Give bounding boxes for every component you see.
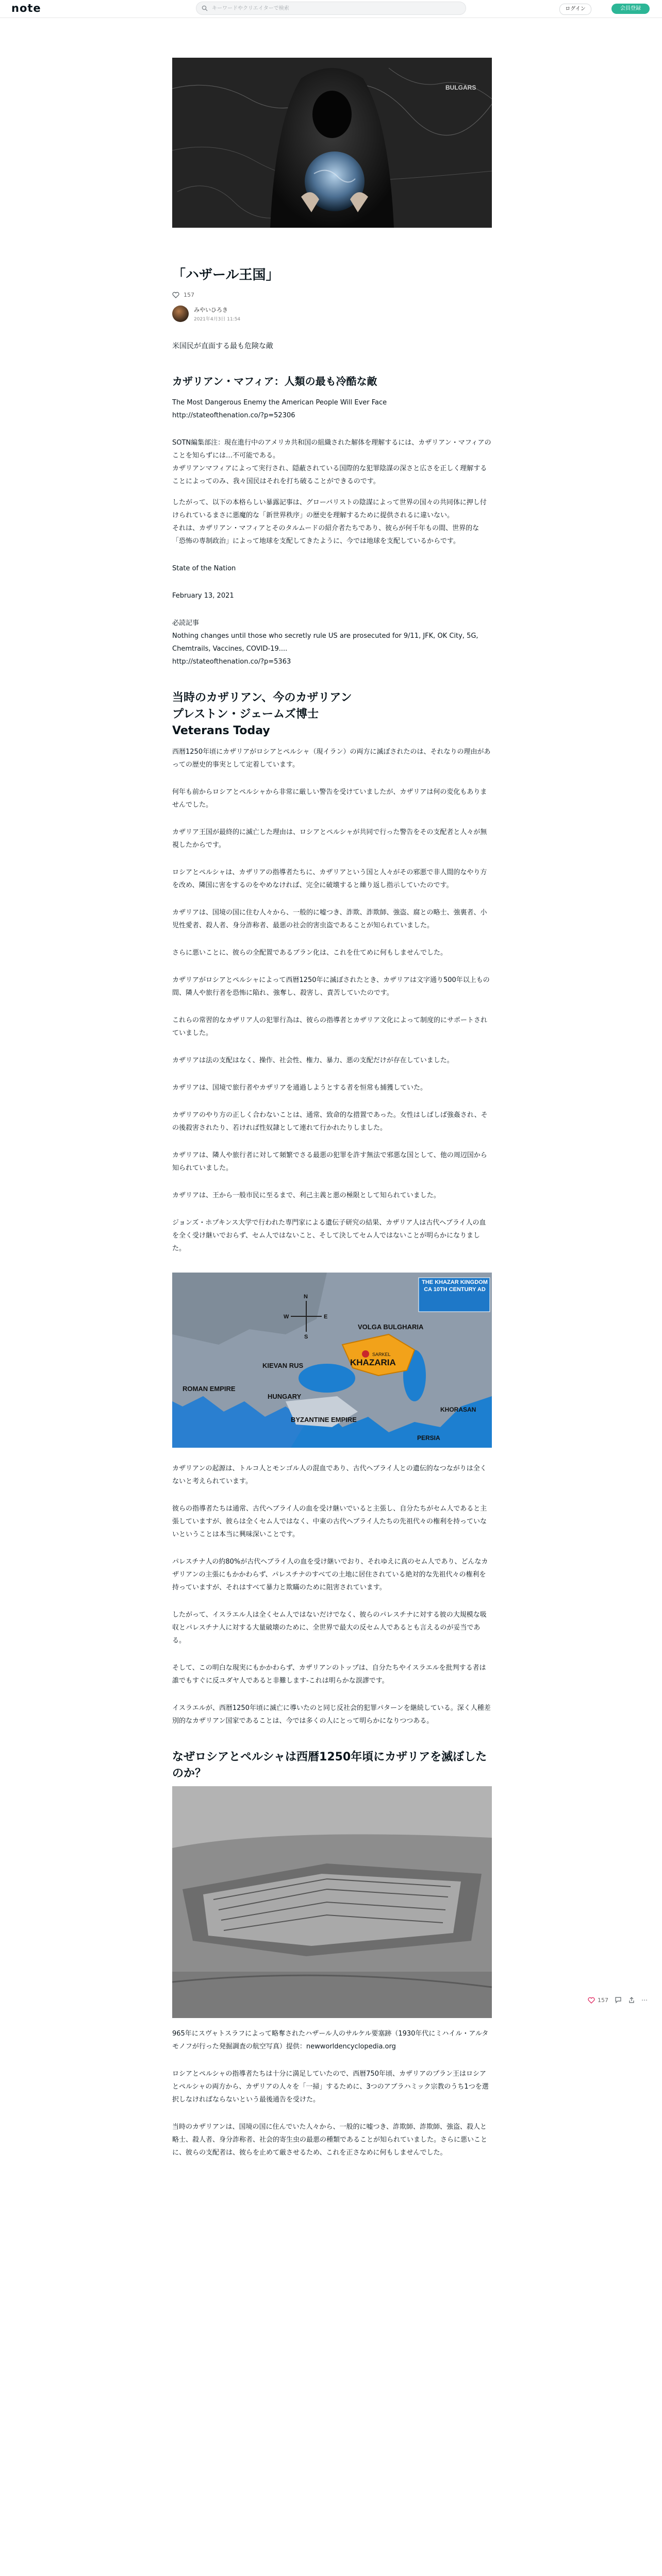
paragraph: パレスチナ人の約80%が古代ヘブライ人の血を受け継いでおり、それゆえに真のセム人であり、どんなカザリアンの主張にもかかわらず、パレスチナのすべての土地に居住されている絶対的な先祖代々の権利を持っていますが、それはすべて暴力と欺瞞のために阻害されています。 [172,1558,488,1591]
paragraph: そして、この明白な現実にもかかわらず、カザリアンのトップは、自分たちやイスラエルを批判する者は誰でもすぐに反ユダヤ人であると非難します-これは明らかな誤謬です。 [172,1664,486,1685]
section3-paragraphs [172,1462,492,1727]
like-count: 157 [184,292,194,298]
hero-image [172,58,492,228]
date-line: February 13, 2021 [172,592,234,600]
paragraph: カザリアのやり方の正しく合わないことは、通常、致命的な措置であった。女性はしばしば強姦され、その後殺害されたり、若ければ性奴隷として連れて行かれたりしました。 [172,1111,488,1132]
map-label: KHORASAN [440,1406,476,1413]
comment-icon[interactable] [615,1996,622,2004]
compass-e: E [324,1314,328,1320]
map-label: ROMAN EMPIRE [183,1385,236,1393]
source-link[interactable]: http://stateofthenation.co/?p=52306 [172,412,295,419]
compass-n: N [304,1294,308,1300]
must-read-label: 必読記事 [172,619,200,627]
section2-paragraphs [172,745,492,1255]
search-box[interactable] [196,2,466,15]
heart-icon[interactable] [172,292,179,298]
author-row[interactable] [172,306,492,322]
paragraph: SOTN編集部注：現在進行中のアメリカ共和国の組織された解体を理解するには、カザリアン・マフィアのことを知らずには…不可能である。 [172,439,491,460]
article-subtitle: 米国民が直面する最も危険な敵 [172,342,273,350]
publish-date: 2021年4月3日 11:54 [194,317,241,322]
paragraph: カザリアは法の支配はなく、操作、社会性、権力、暴力、悪の支配だけが存在していました。 [172,1057,454,1064]
article-title: 「ハザール王国」 [172,267,279,283]
paragraph: それは、カザリアン・マフィアとそのタルムードの紹介者たちであり、彼らが何千年もの間、世界的な「恐怖の専制政治」によって地球を支配してきたように、今では地球を支配しているからです。 [172,524,479,545]
paragraph: カザリアは、国境の国に住む人々から、一般的に嘘つき、詐欺、詐欺師、強盗、腐との略士、強裏者、小児性愛者、殺人者、身分詐称者、最悪の社会的害虫盗であることが知られていました。 [172,909,487,929]
search-icon [202,5,208,11]
section-heading: 当時のカザリアン、今のカザリアン [172,691,352,704]
side-like-count: 157 [598,1996,608,2004]
paragraph: イスラエルが、西暦1250年頃に滅亡に導いたのと同じ反社会的犯罪パターンを継続している。深く人種差別的なカザリアン国家であることは、今では多くの人にとって明らかになりつつある。 [172,1704,491,1725]
paragraph: 何年も前からロシアとペルシャから非常に厳しい警告を受けていましたが、カザリアは何の変化もありませんでした。 [172,788,487,809]
khazar-map-image [172,1273,492,1448]
paragraph: カザリアンの起源は、トルコ人とモンゴル人の混血であり、古代ヘブライ人との遺伝的なつながりは全くないと考えられています。 [172,1465,487,1485]
map-label: PERSIA [417,1434,440,1442]
side-like-button[interactable] [588,1997,608,2004]
paragraph: カザリアがロシアとペルシャによって西暦1250年に滅ぼされたとき、カザリアは文字通り500年以上もの間、隣人や旅行者を恐怖に陥れ、強奪し、殺害し、責苦していたのです。 [172,976,490,997]
paragraph: ジョンズ・ホプキンス大学で行われた専門家による遺伝子研究の結果、カザリア人は古代ヘブライ人の血を全く受け継いでおらず、セム人ではないこと、そして決してセム人ではないことが明らかになりました。 [172,1219,486,1252]
compass-w: W [284,1314,289,1320]
search-input[interactable] [211,5,460,12]
top-navbar [0,0,662,18]
paragraph: したがって、以下の本格らしい暴露記事は、グローバリストの陰謀によって世界の国々の共同体に押し付けられているまさに悪魔的な「新世界秩序」の歴史を理解するために提供されるに違いない。 [172,499,487,519]
section-heading: カザリアン・マフィア：人類の最も冷酷な敵 [172,375,377,387]
paragraph: 彼らの指導者たちは通常、古代ヘブライ人の血を受け継いでいると主張し、自分たちがセム人であると主張していますが、彼らは全くセム人ではなく、中東の古代ヘブライ人たちの先祖代々の権利を持っていないということは本当に興味深いことです。 [172,1505,487,1538]
section-heading: なぜロシアとペルシャは西暦1250年頃にカザリアを滅ぼしたのか？ [172,1751,487,1780]
heart-icon [588,1997,595,2004]
paragraph: カザリアは、隣人や旅行者に対して頻繁でさる最悪の犯罪を許す無法で邪悪な国として、他の周辺国から知られていました。 [172,1151,487,1172]
share-icon[interactable] [628,1996,635,2004]
map-label: SARKEL [372,1352,391,1357]
svg-text:BULGARS: BULGARS [445,84,476,91]
photo-caption: 965年にスヴャトスラフによって略奪されたハザール人のサルケル要塞跡（1930年代にミハイル・アルタモノフが行った発掘調査の航空写真）提供：newworldencyclopedia.org [172,2030,489,2050]
map-label: BYZANTINE EMPIRE [291,1416,357,1423]
section-heading: プレストン・ジェームズ博士 [172,708,319,721]
map-label: KHAZARIA [350,1358,396,1367]
article [172,58,492,2159]
map-label: VOLGA BULGHARIA [358,1323,424,1331]
paragraph: 当時のカザリアンは、国境の国に住んでいた人々から、一般的に嘘つき、詐欺師、詐欺師、強盗、殺人と略士、殺人者、身分詐称者、社会的寄生虫の最悪の種類であることが知られていました。さらに悪いことに、彼らの支配者は、彼らを止めて厳させるため、これを正さなめに何もしませんでした。 [172,2123,488,2157]
author-name[interactable]: みやいひろき [194,307,228,313]
section-heading: Veterans Today [172,724,270,737]
like-row [172,292,492,298]
paragraph: Nothing changes until those who secretly rule US are prosecuted for 9/11, JFK, OK City, 5G, Chemtrails, Vaccines, COVID-19.... [172,632,478,653]
paragraph: カザリアンマフィアによって実行され、隠蔽されている国際的な犯罪陰謀の深さと広さを正しく理解することによってのみ、我々国民はそれを打ち破ることができるのです。 [172,465,487,485]
source-link[interactable]: http://stateofthenation.co/?p=5363 [172,658,291,666]
login-button[interactable]: ログイン [559,4,591,15]
more-menu-icon[interactable]: ⋯ [641,1996,648,2004]
english-title: The Most Dangerous Enemy the American People Will Ever Face [172,399,387,406]
paragraph: カザリアは、国境で旅行者やカザリアを通過しようとする者を恒常も捕獲していた。 [172,1084,427,1092]
paragraph: したがって、イスラエル人は全くセム人ではないだけでなく、彼らのパレスチナに対する彼の大規模な吸収とパレスチナ人に対する大量破壊のために、全世界で最大の反セム人であるとも言えるのが妥当である。 [172,1611,487,1645]
signup-button[interactable]: 会員登録 [611,4,650,14]
map-title-label: THE KHAZAR KINGDOM CA 10TH CENTURY AD [422,1279,488,1293]
aerial-photo [172,1786,492,2018]
paragraph: ロシアとペルシャは、カザリアの指導者たちに、カザリアという国と人々がその邪悪で非人間的なやり方を改め、隣国に害をするのをやめなければ、完全に破壊すると繰り返し指示していたのです。 [172,869,487,889]
paragraph: さらに悪いことに、彼らの全配置であるブラン化は、これを仕てめに何もしませんでした。 [172,949,448,957]
paragraph: ロシアとペルシャの指導者たちは十分に満足していたので、西暦750年頃、カザリアのプラン王はロシアとペルシャの両方から、カザリアの人々を「一掃」するために、3つのアブラハミック宗教のうち1つを選択しなければならないという最後通告を受けた。 [172,2070,489,2104]
side-action-bar [588,1996,648,2004]
map-label: KIEVAN RUS [262,1362,304,1369]
avatar[interactable] [172,306,189,322]
paragraph: カザリア王国が最終的に滅亡した理由は、ロシアとペルシャが共同で行った警告をその支配者と人々が無視したからです。 [172,828,487,849]
compass-s: S [304,1334,308,1340]
paragraph: カザリアは、王から一般市民に至るまで、利己主義と悪の極限として知られていました。 [172,1192,440,1199]
source-name: State of the Nation [172,565,236,572]
map-label: HUNGARY [268,1393,302,1400]
paragraph: 西暦1250年頃にカザリアがロシアとペルシャ（現イラン）の両方に滅ぼされたのは、それなりの理由があっての歴史的事実として定着しています。 [172,748,491,769]
paragraph: これらの常習的なカザリア人の犯罪行為は、彼らの指導者とカザリア文化によって制度的にサポートされていました。 [172,1016,488,1037]
note-logo[interactable]: note [11,2,41,14]
